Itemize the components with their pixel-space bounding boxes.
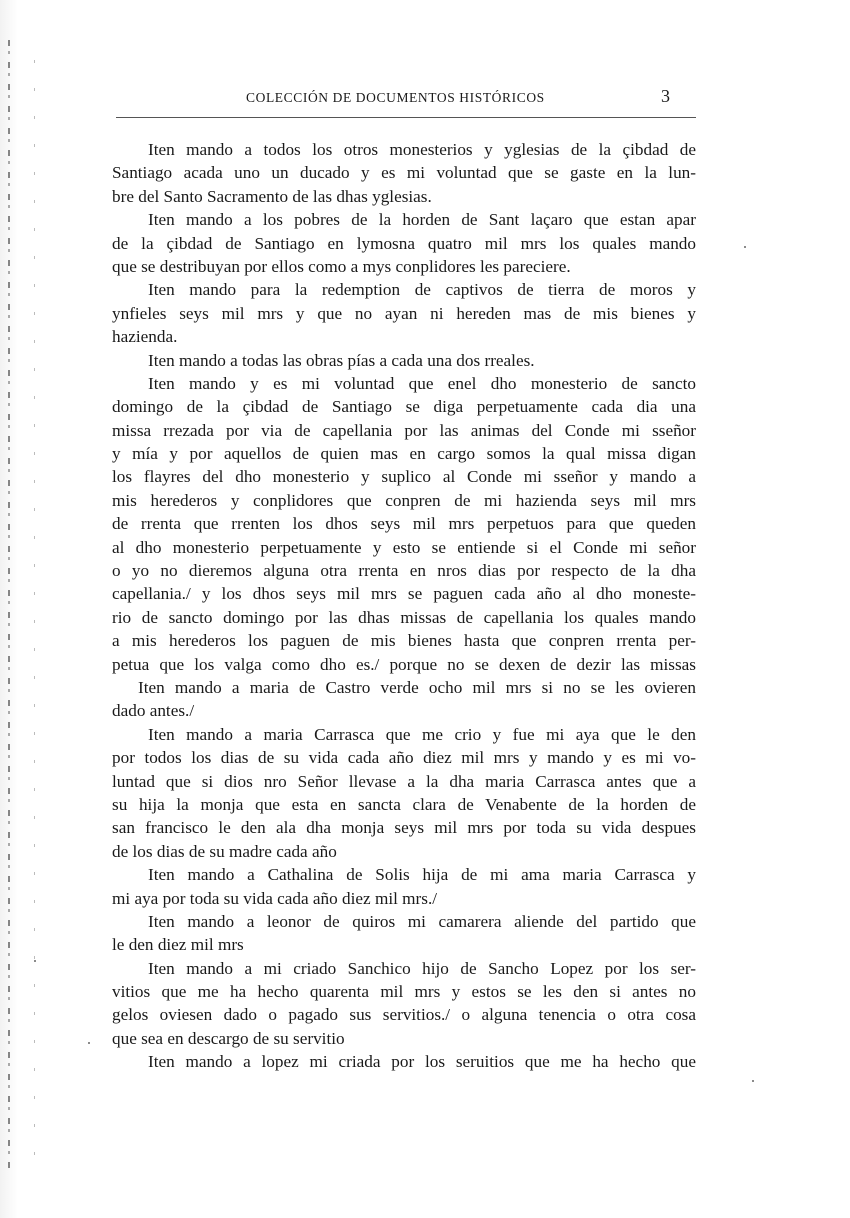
text-line: mis herederos y conplidores que conpren de mi hazienda seys mil mrs bbox=[112, 490, 696, 510]
page-number: 3 bbox=[661, 86, 670, 106]
text-line: mi aya por toda su vida cada año diez mil mrs./ bbox=[112, 888, 438, 908]
book-binding-edge bbox=[0, 0, 18, 1218]
page-header bbox=[112, 86, 700, 114]
text-line: de rrenta que rrenten los dhos seys mil mrs perpetuos para que queden bbox=[112, 514, 696, 534]
text-line: Iten mando a los pobres de la horden de Sant laçaro que estan apar bbox=[148, 210, 696, 230]
binding-shadow-line bbox=[8, 40, 10, 1170]
text-line: o yo no dieremos alguna otra rrenta en nros dias por respecto de la dha bbox=[112, 561, 696, 581]
running-title: COLECCIÓN DE DOCUMENTOS HISTÓRICOS bbox=[246, 90, 545, 105]
document-body bbox=[112, 138, 696, 1074]
text-line: capellania./ y los dhos seys mil mrs se paguen cada año al dho moneste- bbox=[112, 584, 696, 604]
text-line: luntad que si dios nro Señor llevase a la dha maria Carrasca antes que a bbox=[112, 771, 696, 791]
text-line: ynfieles seys mil mrs y que no ayan ni hereden mas de mis bienes y bbox=[112, 303, 696, 323]
text-line: le den diez mil mrs bbox=[112, 935, 244, 955]
text-line: bre del Santo Sacramento de las dhas yglesias. bbox=[112, 186, 432, 206]
text-line: domingo de la çibdad de Santiago se diga perpetuamente cada dia una bbox=[112, 397, 696, 417]
header-rule bbox=[116, 117, 696, 118]
text-line: petua que los valga como dho es./ porque no se dexen de dezir las missas bbox=[112, 654, 696, 674]
text-line: missa rrezada por via de capellania por las animas del Conde mi sseñor bbox=[112, 420, 696, 440]
text-line: Iten mando a lopez mi criada por los seruitios que me ha hecho que bbox=[148, 1052, 696, 1072]
text-line: de los dias de su madre cada año bbox=[112, 841, 337, 861]
text-line: vitios que me ha hecho quarenta mil mrs y estos se les den si antes no bbox=[112, 982, 696, 1002]
text-line: Santiago acada uno un ducado y es mi voluntad que se gaste en la lun- bbox=[112, 163, 696, 183]
text-line: Iten mando a leonor de quiros mi camarera aliende del partido que bbox=[148, 911, 696, 931]
binding-mark-line bbox=[34, 60, 35, 1160]
text-line: los flayres del dho monesterio y suplico al Conde mi sseñor y mando a bbox=[112, 467, 696, 487]
text-line: Iten mando a mi criado Sanchico hijo de Sancho Lopez por los ser- bbox=[148, 958, 696, 978]
text-line: san francisco le den ala dha monja seys mil mrs por toda su vida despues bbox=[112, 818, 696, 838]
paper-speck bbox=[88, 1042, 90, 1044]
text-line: Iten mando para la redemption de captivos de tierra de moros y bbox=[148, 280, 696, 300]
text-line: Iten mando a Cathalina de Solis hija de mi ama maria Carrasca y bbox=[148, 865, 696, 885]
text-line: Iten mando a maria Carrasca que me crio y fue mi aya que le den bbox=[148, 724, 696, 744]
text-line: Iten mando a maria de Castro verde ocho mil mrs si no se les ovieren bbox=[138, 677, 696, 697]
text-line: y mía y por aquellos de quien mas en cargo somos la qual missa digan bbox=[112, 444, 696, 464]
paper-speck bbox=[752, 1080, 754, 1082]
text-line: al dho monesterio perpetuamente y esto se entiende si el Conde mi señor bbox=[112, 537, 696, 557]
text-line: Iten mando y es mi voluntad que enel dho monesterio de sancto bbox=[148, 373, 696, 393]
text-line: que sea en descargo de su servitio bbox=[112, 1028, 345, 1048]
text-line: Iten mando a todos los otros monesterios y yglesias de la çibdad de bbox=[148, 140, 696, 159]
text-line: por todos los dias de su vida cada año diez mil mrs y mando y es mi vo- bbox=[112, 748, 696, 768]
text-line: gelos oviesen dado o pagado sus servitios./ o alguna tenencia o otra cosa bbox=[112, 1005, 696, 1025]
text-line: que se destribuyan por ellos como a mys conplidores les pareciere. bbox=[112, 256, 571, 276]
text-line: de la çibdad de Santiago en lymosna quatro mil mrs los quales mando bbox=[112, 233, 696, 253]
text-line: Iten mando a todas las obras pías a cada una dos rreales. bbox=[148, 350, 535, 370]
text-line: hazienda. bbox=[112, 327, 178, 347]
text-line: a mis herederos los paguen de mis bienes hasta que conpren rrenta per- bbox=[112, 631, 696, 651]
text-line: su hija la monja que esta en sancta clara de Venabente de la horden de bbox=[112, 794, 696, 814]
text-line: dado antes./ bbox=[112, 701, 195, 721]
text-line: rio de sancto domingo por las dhas missas de capellania los quales mando bbox=[112, 607, 696, 627]
paper-speck bbox=[34, 960, 36, 962]
paper-speck bbox=[744, 246, 746, 248]
